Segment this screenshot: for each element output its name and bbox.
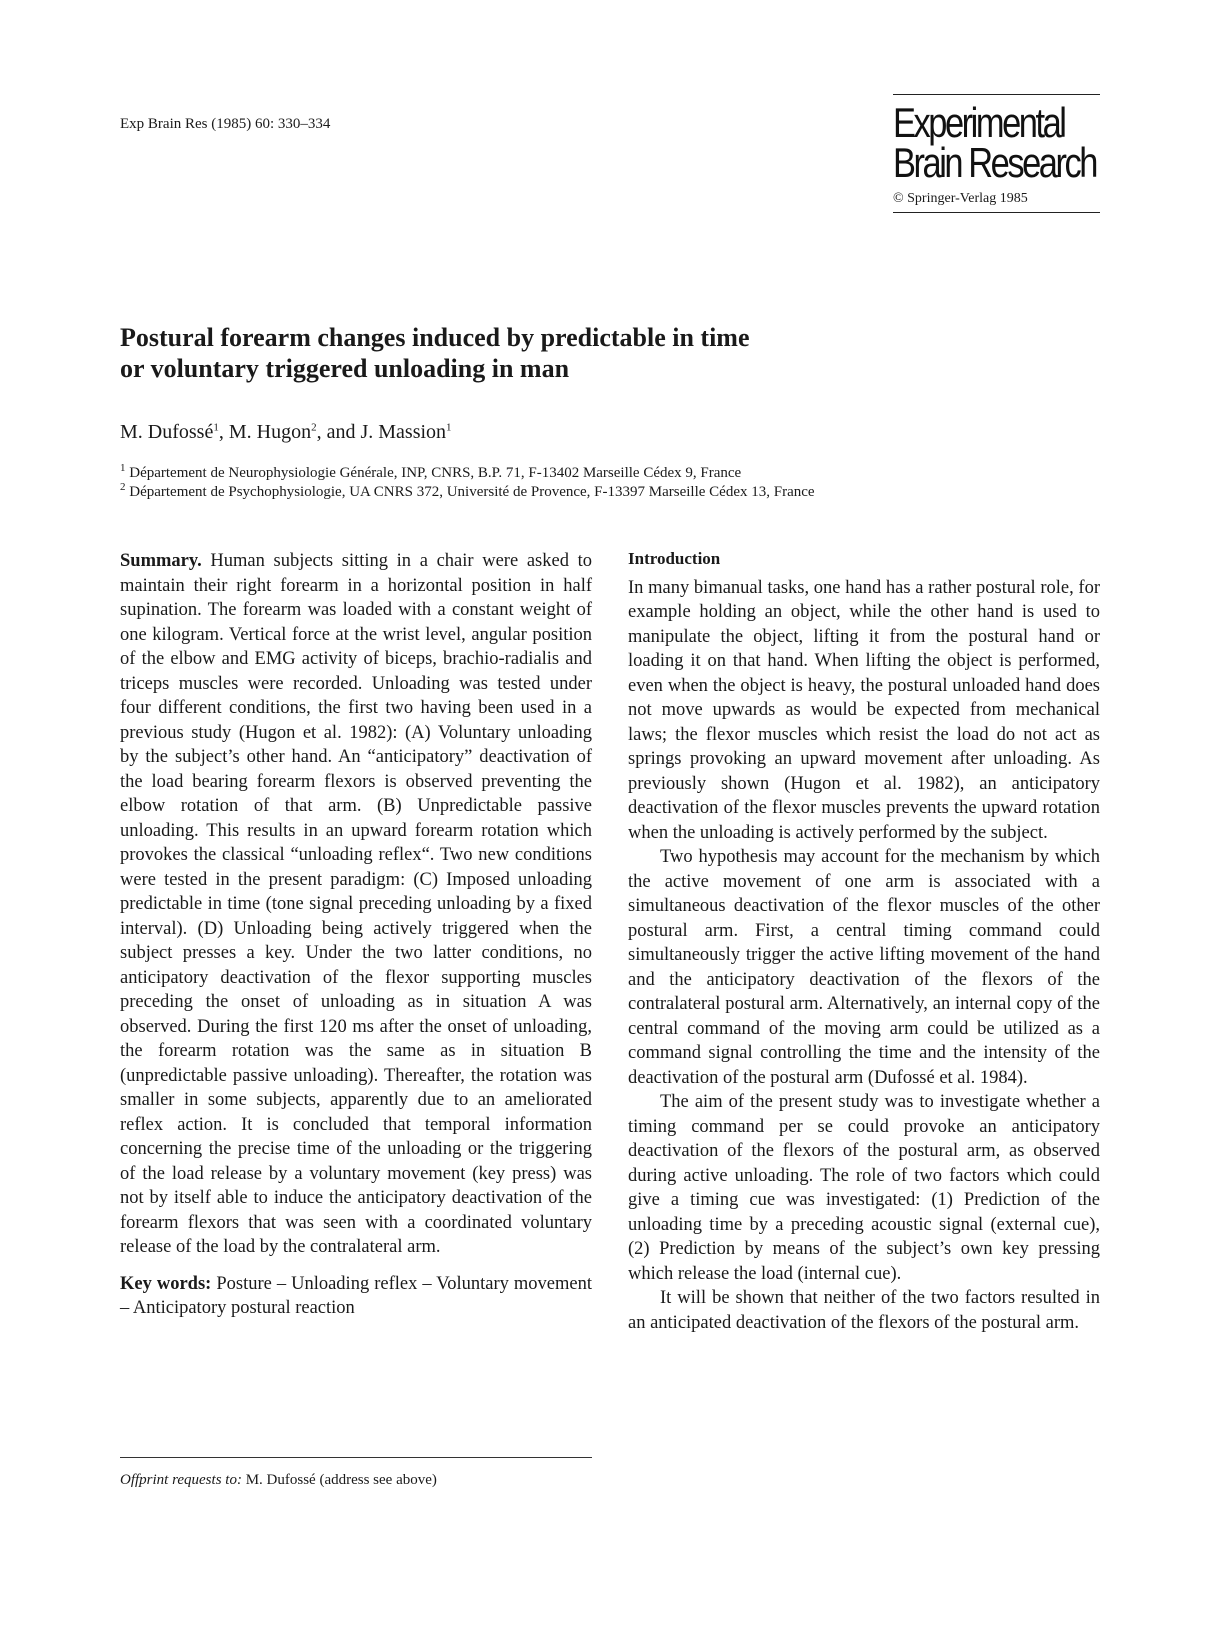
journal-citation: Exp Brain Res (1985) 60: 330–334 [120,116,331,132]
author-2-affil: 2 [311,421,317,434]
masthead-top-rule [893,94,1100,95]
offprint-footnote [120,1472,437,1489]
keywords-text: Posture – Unloading reflex – Voluntary movement – Anticipatory postural reaction [120,1273,592,1318]
author-1-affil: 1 [213,421,219,434]
keywords-label: Key words: [120,1273,212,1294]
affiliation-2 [120,483,1100,502]
copyright-notice: © Springer-Verlag 1985 [893,191,1028,206]
summary-text: Human subjects sitting in a chair were asked to maintain their right forearm in a horizontal position in half supination. The forearm was loaded with a constant weight of one kilogram. Vertical force at the wrist level, angular position of the elbow and EMG activity of biceps, brachio-radialis and triceps muscles were recorded. Unloading was tested under four different conditions, the first two having been used in a previous study (Hugon et al. 1982): (A) Voluntary unloading by the subject’s other hand. An “anticipatory” deactivation of the load bearing forearm flexors is observed preventing the elbow rotation of that arm. (B) Unpredictable passive unloading. This results in an upward forearm rotation which provokes the classical “unloading reflex“. Two new conditions were tested in the present paradigm: (C) Imposed unloading predictable in time (tone signal preceding unloading by a fixed interval). (D) Unloading being actively triggered when the subject presses a key. Under the two latter conditions, no anticipatory deactivation of the flexor supporting muscles preceding the onset of unloading as in situation A was observed. During the first 120 ms after the onset of unloading, the forearm rotation was the same as in situation B (unpredictable passive unloading). Thereafter, the rotation was smaller in some subjects, apparently due to an ameliorated reflex action. It is concluded that temporal information concerning the precise time of the unloading or the triggering of the load release by a voluntary movement (key press) was not by itself able to induce the anticipatory deactivation of the forearm flexors that was seen with a coordinated voluntary release of the load by the contralateral arm. [120,551,592,1257]
journal-logo [893,99,1096,186]
author-3: J. Massion [360,421,447,443]
affiliation-1 [120,464,1100,483]
title-line-2: or voluntary triggered unloading in man [120,354,570,383]
keywords-paragraph [120,1272,592,1321]
intro-paragraph-2: Two hypothesis may account for the mechanism by which the active movement of one arm is associated with a simultaneous deactivation of the flexor muscles of the other postural arm. First, a central timing command could simultaneously trigger the active lifting movement of the hand and the anticipatory deactivation of the flexors of the contralateral postural arm. Alternatively, an internal copy of the central command of the moving arm could be utilized as a command signal controlling the time and the intensity of the deactivation of the postural arm (Dufossé et al. 1984). [628,847,1100,1088]
journal-masthead [893,94,1100,213]
intro-paragraph-3: The aim of the present study was to investigate whether a timing command per se could provoke an anticipatory deactivation of the flexors of the postural arm, as observed during active unloading. The role of two factors which could give a timing cue was investigated: (1) Prediction of the unloading time by a preceding acoustic signal (external cue), (2) Prediction by means of the subject’s own key pressing which release the load (internal cue). [628,1092,1100,1284]
affiliation-1-text: Département de Neurophysiologie Générale, INP, CNRS, B.P. 71, F-13402 Marseille Cédex 9, France [129,465,742,481]
intro-paragraph-4: It will be shown that neither of the two factors resulted in an anticipated deactivation of the flexors of the postural arm. [628,1288,1100,1333]
author-separator-2: , and [316,421,361,443]
author-2: M. Hugon [228,421,312,443]
masthead-bottom-rule [893,212,1100,213]
author-1: M. Dufossé [120,421,214,443]
summary-label: Summary. [120,551,202,571]
author-3-affil: 1 [446,421,452,434]
right-column [628,547,1100,1335]
title-line-1: Postural forearm changes induced by predictable in time [120,323,750,352]
intro-paragraph-1: In many bimanual tasks, one hand has a rather postural role, for example holding an object, while the other hand is used to manipulate the object, lifting it from the postural hand or loading it on that hand. When lifting the object is performed, even when the object is heavy, the postural unloaded hand does not move upwards as would be expected from mechanical laws; the flexor muscles which resist the load do not act as springs provoking an upward movement after unloading. As previously shown (Hugon et al. 1982), an anticipatory deactivation of the flexor muscles prevents the upward rotation when the unloading is actively performed by the subject. [628,577,1100,843]
paper-title [120,322,880,384]
author-separator-1: , [218,421,229,443]
affiliation-1-number: 1 [120,462,126,474]
author-list [120,421,452,444]
footnote-label: Offprint requests to: [120,1472,242,1488]
affiliation-2-number: 2 [120,481,126,493]
journal-logo-line2: Brain Research [893,139,1096,186]
journal-logo-line1: Experimental [893,99,1065,146]
affiliation-2-text: Département de Psychophysiologie, UA CNRS 372, Université de Provence, F-13397 Marseille Cédex 13, France [129,484,815,500]
footnote-text: M. Dufossé (address see above) [241,1472,437,1488]
introduction-heading: Introduction [628,549,721,568]
left-column [120,549,592,1321]
summary-paragraph [120,549,592,1260]
footnote-rule [120,1457,592,1458]
